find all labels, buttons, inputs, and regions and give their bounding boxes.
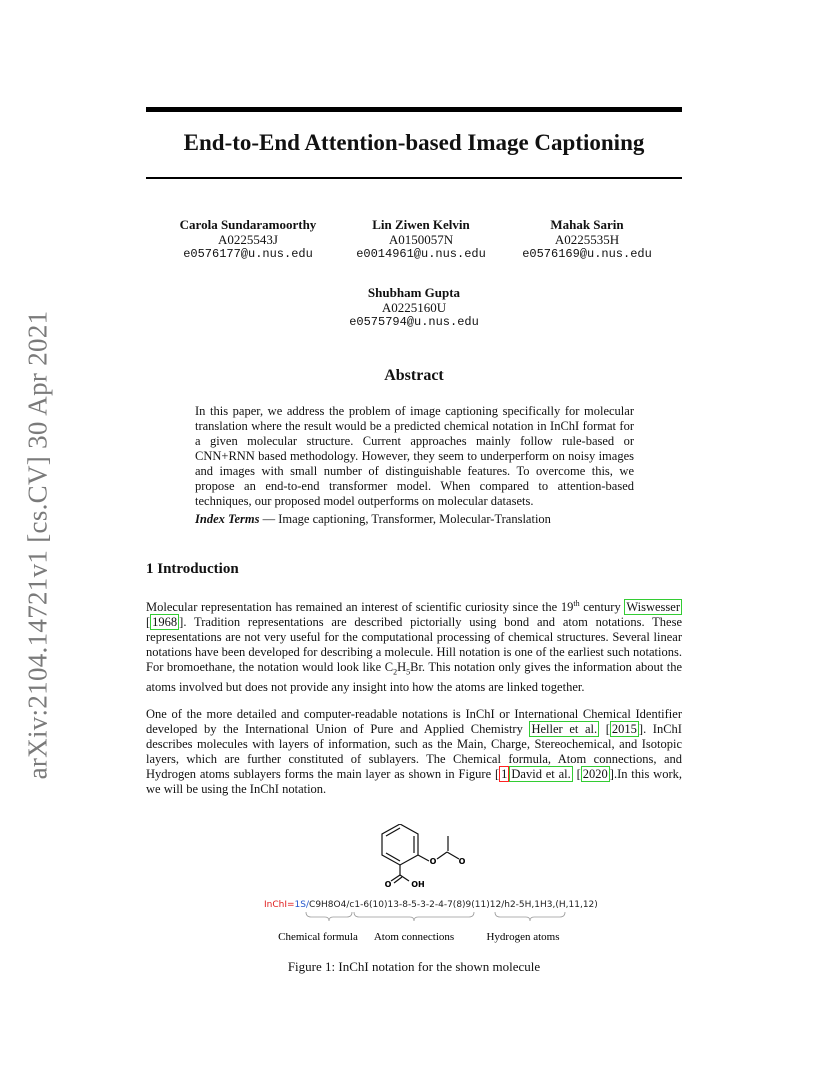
inchi-version: 1S/ [294, 900, 310, 910]
section-heading: 1 Introduction [146, 561, 239, 577]
label-hydrogen-atoms: Hydrogen atoms [486, 931, 560, 943]
author-id: A0225160U [381, 300, 447, 315]
citation-year-link[interactable]: 2020 [582, 767, 608, 781]
text-run: Br. This notation only gives the information about the atoms involved but does not provide any insight into how the atoms are linked together. [146, 660, 682, 694]
brace-formula [306, 912, 352, 921]
citation-link[interactable]: Wiswesser [626, 600, 680, 615]
brace-connections [354, 912, 474, 921]
brace-hydrogen [495, 912, 565, 921]
author-name: Lin Ziwen Kelvin [372, 217, 470, 232]
author-4 [319, 285, 509, 330]
title-rule [146, 177, 682, 179]
index-terms-label: Index Terms [195, 512, 260, 526]
intro-paragraph-2: One of the more detailed and computer-readable notations is InChI or International Chemical Identifier developed by the International Union of Pure and Applied Chemistry Heller et al. [ 2015 ]. InChI describes molecules with layers of information, such as the Main, Charge, Stereochemical, and Isotopic layers, which are further constituted of sublayers. The Chemical formula, Atom connections, and Hydrogen atoms sublayers forms the main layer as shown in Figure [ 1 David et al. [ 2020 ].In this work, we will be using the InChI notation. [146, 707, 683, 796]
paper-title: End-to-End Attention-based Image Captioning [183, 130, 645, 155]
inchi-string [264, 900, 598, 910]
abstract-text: In this paper, we address the problem of image captioning specifically for molecular translation where the result would be a predicted chemical notation in InChI format for a given molecular structure. Current approaches mainly follow rule-based or CNN+RNN based methodology. However, they seem to underperform on noisy images and images with small number of distinguishable features. To overcome this, we propose an end-to-end transformer model. When compared to attention-based techniques, our proposed model outperforms on molecular datasets. [195, 404, 634, 508]
author-name: Carola Sundaramoorthy [179, 217, 317, 232]
inchi-prefix: InChI= [264, 900, 295, 910]
citation-link[interactable]: Heller et al. [531, 722, 598, 736]
atom-label: O [458, 857, 466, 866]
superscript: th [573, 599, 580, 608]
abstract-heading: Abstract [384, 367, 444, 384]
subscript: 5 [406, 667, 411, 677]
author-2 [326, 217, 516, 262]
author-email[interactable]: e0014961@u.nus.edu [356, 247, 486, 261]
atom-label: O [429, 857, 437, 866]
bond [447, 852, 459, 859]
text-run: One of the more detailed and computer-readable notations is InChI or International Chemical Identifier developed by the International Union of Pure and Applied Chemistry [146, 707, 682, 736]
figure-1 [146, 824, 682, 950]
text-run: . Tradition representations are described pictorially using bond and atom notations. These representations are not very useful for the computational processing of chemical structures. Several linear notations have been developed for describing a molecule. Hill notation is one of the earliest such notations. For bromoethane, the notation would look like C [146, 615, 682, 675]
author-email[interactable]: e0575794@u.nus.edu [349, 315, 479, 329]
index-terms-list: — Image captioning, Transformer, Molecular-Translation [259, 512, 551, 526]
author-id: A0150057N [388, 232, 454, 247]
author-3 [492, 217, 682, 262]
citation-link[interactable]: David et al. [511, 767, 571, 781]
text-run: . InChI describes molecules with layers of information, such as the Main, Charge, Stereochemical, and Isotopic layers, which are further constituted of sublayers. The Chemical formula, Atom connections, and Hydrogen atoms sublayers forms the main layer as shown in Figure [146, 722, 682, 781]
double-bond [386, 853, 400, 861]
citation-year-link[interactable]: 2015 [611, 722, 637, 736]
index-terms [195, 512, 634, 527]
author-id: A0225543J [218, 232, 278, 247]
bond [418, 855, 429, 861]
author-id: A0225535H [554, 232, 620, 247]
author-name: Mahak Sarin [550, 217, 624, 232]
inchi-formula: C9H8O4/ [309, 900, 350, 910]
label-atom-connections: Atom connections [373, 931, 455, 943]
author-1 [153, 217, 343, 262]
text-run: century [579, 600, 625, 615]
author-email[interactable]: e0576177@u.nus.edu [183, 247, 313, 261]
top-rule [146, 107, 682, 112]
arxiv-id: arXiv:2104.14721v1 [cs.CV] 30 Apr 2021 [22, 310, 53, 780]
aspirin-structure [382, 824, 459, 883]
intro-paragraph-1: Molecular representation has remained an interest of scientific curiosity since the 19th century Wiswesser [ 1968 ]. Tradition representations are described pictorially using bond and atom notations. These representations are not very useful for the computational processing of chemical structures. Several linear notations have been developed for describing a molecule. Hill notation is one of the earliest such notations. For bromoethane, the notation would look like $C_2H_5Br$. This notation only gives the information about the atoms involved but does not provide any insight into how the atoms are linked together. [146, 599, 682, 694]
inchi-connections: c1-6(10)13-8-5-3-2-4-7(8)9(11)12/ [349, 900, 505, 910]
figure-caption: Figure 1: InChI notation for the shown molecule [287, 959, 541, 974]
text-run: .In this work, we will be using the InChI notation. [146, 767, 683, 796]
double-bond [386, 828, 400, 836]
subscript: 2 [393, 667, 398, 677]
citation-year-link[interactable]: 1968 [152, 615, 178, 630]
text-run: H [397, 660, 407, 675]
text-run: Molecular representation has remained an interest of scientific curiosity since the 19 [146, 600, 574, 615]
benzene-ring [382, 824, 418, 865]
atom-label: OH [411, 880, 425, 889]
annotation-braces [306, 912, 565, 921]
author-name: Shubham Gupta [367, 285, 461, 300]
bond [437, 852, 447, 859]
inchi-hydrogen: h2-5H,1H3,(H,11,12) [504, 900, 598, 910]
atom-label: O [384, 880, 392, 889]
figure-ref-link[interactable]: 1 [501, 767, 508, 781]
author-email[interactable]: e0576169@u.nus.edu [522, 247, 652, 261]
molecule-figure [146, 824, 682, 950]
label-chemical-formula: Chemical formula [278, 931, 358, 943]
